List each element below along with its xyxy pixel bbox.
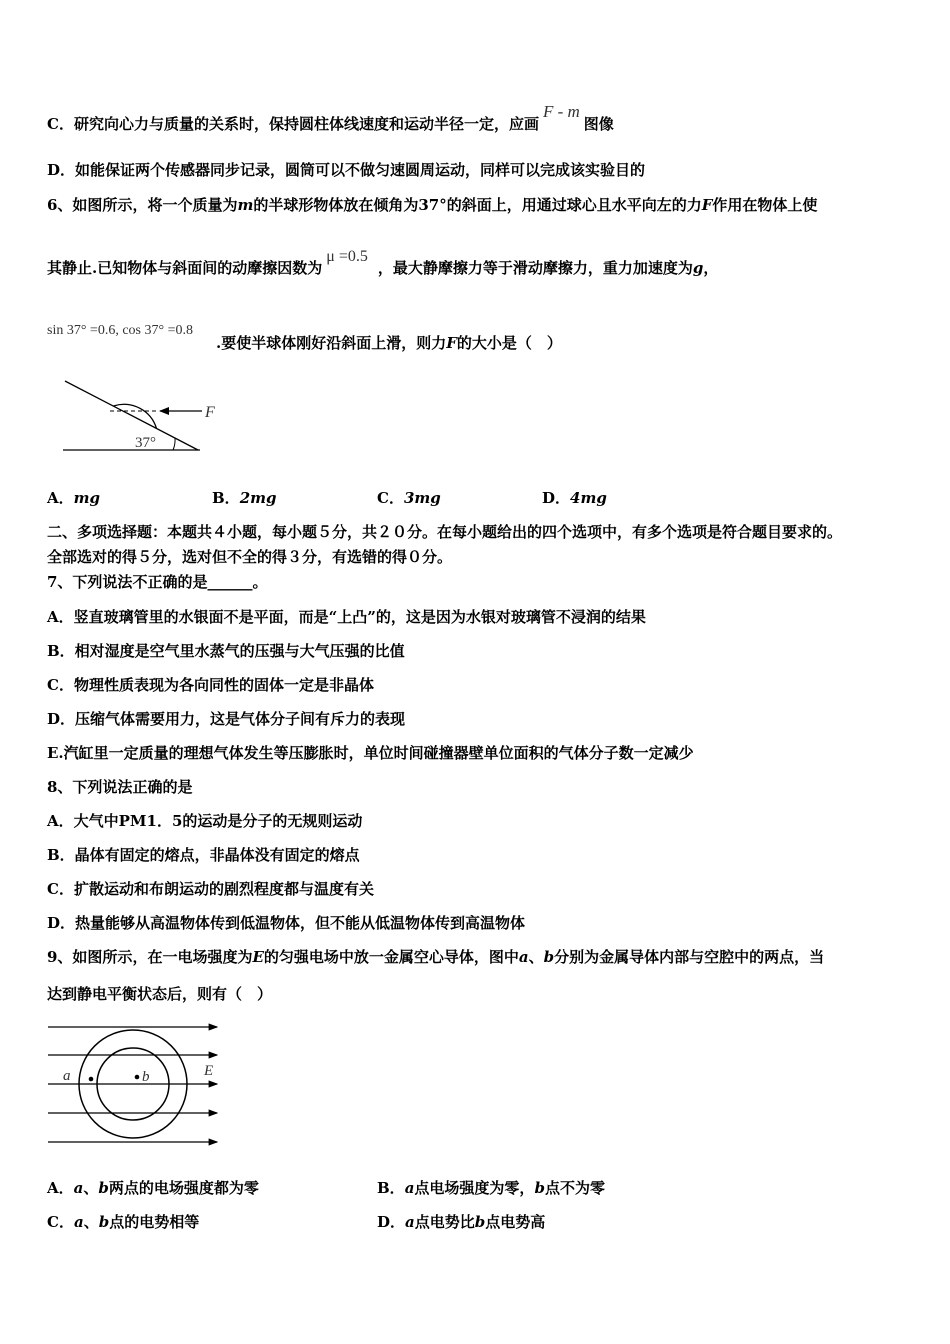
q8-option-a: A．大气中PM1．5的运动是分子的无规则运动 — [47, 812, 363, 830]
q9-point-b-symbol: b — [543, 948, 555, 966]
q7-option-c: C．物理性质表现为各向同性的固体一定是非晶体 — [47, 676, 374, 694]
q9-option-b-b: b — [534, 1179, 545, 1197]
q6-option-d-value: 4mg — [570, 489, 607, 507]
q9-option-c-a: a — [73, 1213, 84, 1231]
q7-option-d: D．压缩气体需要用力，这是气体分子间有斥力的表现 — [47, 710, 406, 728]
q9-option-c — [47, 1212, 199, 1232]
q6-stem-line1 — [47, 195, 817, 215]
q6-mu-value: μ =0.5 — [326, 248, 368, 265]
q6-option-a-letter: A． — [47, 489, 74, 507]
q8-option-d: D．热量能够从高温物体传到低温物体，但不能从低温物体传到高温物体 — [47, 914, 526, 932]
q9-option-b-a: a — [404, 1179, 415, 1197]
q6-option-a-value: mg — [73, 489, 101, 507]
q6-option-c — [377, 488, 441, 508]
q9-text-a: 9、如图所示，在一电场强度为 — [47, 948, 253, 966]
q6-arrow-head — [159, 407, 169, 415]
q6-text-d: 其静止.已知物体与斜面间的动摩擦因数为 — [47, 259, 323, 277]
q9-stem-line1 — [47, 947, 824, 967]
q5-option-c-text: C．研究向心力与质量的关系时，保持圆柱体线速度和运动半径一定，应画 — [47, 115, 539, 133]
q6-option-d-letter: D． — [542, 489, 571, 507]
q7-option-e: E.汽缸里一定质量的理想气体发生等压膨胀时，单位时间碰撞器壁单位面积的气体分子数一定减少 — [47, 744, 694, 762]
q9-option-a-sep: 、 — [83, 1179, 99, 1197]
q7-option-b: B．相对湿度是空气里水蒸气的压强与大气压强的比值 — [47, 642, 405, 660]
q9-option-c-sep: 、 — [83, 1213, 99, 1231]
q9-figure-label-e: E — [204, 1063, 214, 1079]
q6-text-f: ， — [703, 259, 719, 277]
q6-option-c-letter: C． — [377, 489, 404, 507]
q9-stem-line2: 达到静电平衡状态后，则有（ ） — [47, 985, 273, 1003]
q9-option-a-b: b — [98, 1179, 109, 1197]
q6-option-c-value: 3mg — [403, 489, 441, 507]
q6-incline-line — [65, 381, 198, 450]
q6-stem-line3 — [216, 333, 562, 353]
q9-option-a-a: a — [73, 1179, 84, 1197]
q5-option-d: D．如能保证两个传感器同步记录，圆筒可以不做匀速圆周运动，同样可以完成该实验目的 — [47, 161, 646, 179]
q9-text-b: 的匀强电场中放一金属空心导体，图中 — [263, 948, 519, 966]
q6-gravity-symbol: g — [692, 259, 704, 277]
q6-trig-math: sin 37° =0.6, cos 37° =0.8 — [47, 323, 193, 338]
q9-text-c: 分别为金属导体内部与空腔中的两点，当 — [554, 948, 825, 966]
q5-option-c-math: F - m — [542, 102, 580, 121]
q8-stem: 8、下列说法正确的是 — [47, 778, 193, 796]
q6-stem-line2 — [47, 248, 719, 279]
q5-option-c-suffix: 图像 — [583, 115, 614, 133]
q9-option-d-a: a — [405, 1213, 415, 1231]
q6-option-b-letter: B． — [212, 489, 240, 507]
q6-incline-figure — [55, 370, 235, 455]
q9-option-c-b: b — [98, 1213, 110, 1231]
q9-option-b-text-2: 点不为零 — [544, 1179, 605, 1197]
q9-figure-label-b: b — [142, 1069, 150, 1085]
q9-option-b — [377, 1178, 605, 1198]
q6-mass-symbol: m — [237, 196, 254, 214]
q9-option-b-letter: B． — [377, 1179, 405, 1197]
section2-line2: 全部选对的得５分，选对但不全的得３分，有选错的得０分。 — [47, 548, 453, 566]
q6-figure-angle-label: 37° — [135, 435, 156, 451]
q9-option-b-text-1: 点电场强度为零， — [414, 1179, 535, 1197]
q9-option-d-b: b — [474, 1213, 486, 1231]
q9-point-b — [135, 1075, 140, 1080]
q9-option-c-text: 点的电势相等 — [109, 1213, 200, 1231]
q9-field-symbol: E — [252, 948, 264, 966]
q6-option-b-value: 2mg — [239, 489, 277, 507]
q9-point-a — [89, 1077, 94, 1082]
q7-stem: 7、下列说法不正确的是______。 — [47, 573, 268, 591]
q9-option-a-letter: A． — [47, 1179, 74, 1197]
q9-option-a — [47, 1178, 259, 1198]
q9-figure-label-a: a — [63, 1068, 71, 1084]
q6-text-e: ，最大静摩擦力等于滑动摩擦力，重力加速度为 — [377, 259, 693, 277]
q6-text-h: 的大小是（ ） — [456, 334, 562, 352]
q9-option-a-text: 两点的电场强度都为零 — [108, 1179, 259, 1197]
q8-option-c: C．扩散运动和布朗运动的剧烈程度都与温度有关 — [47, 880, 374, 898]
q7-option-a: A．竖直玻璃管里的水银面不是平面，而是“上凸”的，这是因为水银对玻璃管不浸润的结果 — [47, 608, 646, 626]
section2-line1: 二、多项选择题：本题共４小题，每小题５分，共２０分。在每小题给出的四个选项中，有多个选项是符合题目要求的。 — [47, 523, 843, 541]
q6-text-g: .要使半球体刚好沿斜面上滑，则力 — [216, 334, 447, 352]
q9-option-d-text-1: 点电势比 — [414, 1213, 475, 1231]
q9-option-d-letter: D． — [377, 1213, 406, 1231]
q6-text-a: 6、如图所示，将一个质量为 — [47, 196, 238, 214]
q9-point-a-symbol: a — [518, 948, 529, 966]
q6-force-symbol-2: F — [446, 334, 457, 352]
q9-option-d-text-2: 点电势高 — [485, 1213, 546, 1231]
q6-option-a — [47, 488, 100, 508]
q6-angle-arc — [173, 438, 175, 450]
q6-trig-values — [47, 319, 193, 341]
q9-separator: 、 — [528, 948, 544, 966]
q6-text-c: 作用在物体上使 — [712, 196, 818, 214]
q6-figure-force-label: F — [205, 404, 215, 421]
q6-option-b — [212, 488, 276, 508]
q5-option-c — [47, 102, 614, 134]
q9-option-d — [377, 1212, 545, 1232]
q9-conductor-figure — [45, 1020, 230, 1150]
q6-force-symbol: F — [701, 196, 713, 214]
q9-option-c-letter: C． — [47, 1213, 74, 1231]
q8-option-b: B．晶体有固定的熔点，非晶体没有固定的熔点 — [47, 846, 360, 864]
q6-text-b: 的半球形物体放在倾角为37°的斜面上，用通过球心且水平向左的力 — [253, 196, 702, 214]
q6-option-d — [542, 488, 607, 508]
